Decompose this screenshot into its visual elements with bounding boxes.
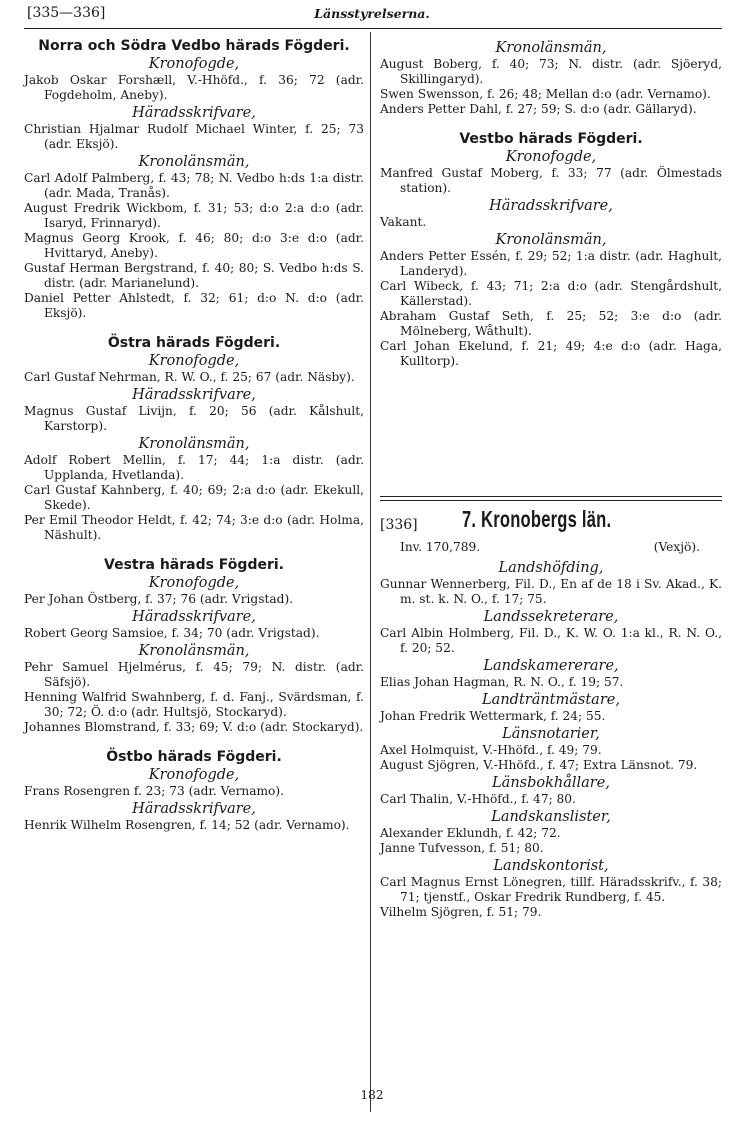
official-entry: Magnus Gustaf Livijn, f. 20; 56 (adr. Kålshult, Karstorp). [24, 404, 364, 433]
official-entry: Frans Rosengren f. 23; 73 (adr. Vernamo). [24, 784, 285, 798]
official-entry: Magnus Georg Krook, f. 46; 80; d:o 3:e d:o (adr. Hvittaryd, Aneby). [24, 231, 364, 260]
role-heading: Kronofogde, [148, 767, 240, 783]
official-entry: Carl Gustaf Nehrman, R. W. O., f. 25; 67 (adr. Näsby). [24, 370, 355, 384]
official-entry: Gunnar Wennerberg, Fil. D., En af de 18 i Sv. Akad., K. m. st. k. N. O., f. 17; 75. [380, 577, 722, 606]
county-seat: (Vexjö). [653, 540, 700, 554]
role-heading: Landträntmästare, [482, 692, 620, 708]
left-column [24, 38, 364, 833]
official-entry: August Fredrik Wickbom, f. 31; 53; d:o 2:a d:o (adr. Isaryd, Frinnaryd). [24, 201, 364, 230]
role-heading: Kronofogde, [148, 575, 240, 591]
right-column-upper [380, 38, 722, 369]
county-inventory: Inv. 170,789. [400, 540, 481, 554]
official-entry: Daniel Petter Ahlstedt, f. 32; 61; d:o N. d:o (adr. Eksjö). [24, 291, 364, 320]
official-entry: Jakob Oskar Forshæll, V.-Hhöfd., f. 36; 72 (adr. Fogdeholm, Aneby). [24, 73, 364, 102]
role-heading: Kronolänsmän, [495, 40, 607, 56]
official-entry: Swen Swensson, f. 26; 48; Mellan d:o (adr. Vernamo). [380, 87, 711, 101]
page-header [0, 0, 744, 30]
official-entry: Anders Petter Dahl, f. 27; 59; S. d:o (adr. Gällaryd). [380, 102, 697, 116]
official-entry: Carl Wibeck, f. 43; 71; 2:a d:o (adr. Stengårdshult, Källerstad). [380, 279, 722, 308]
role-heading: Landskontorist, [493, 858, 609, 874]
role-heading: Häradsskrifvare, [132, 387, 256, 403]
official-entry: Alexander Eklundh, f. 42; 72. [380, 826, 561, 840]
role-heading: Häradsskrifvare, [132, 609, 256, 625]
role-heading: Kronofogde, [148, 56, 240, 72]
official-entry: Gustaf Herman Bergstrand, f. 40; 80; S. Vedbo h:ds S. distr. (adr. Marianelund). [24, 261, 364, 290]
role-heading: Landshöfding, [498, 560, 604, 576]
section-double-rule [380, 496, 722, 501]
role-heading: Länsnotarier, [502, 726, 600, 742]
district-heading: Vestbo härads Fögderi. [459, 131, 643, 147]
role-heading: Landssekreterare, [483, 609, 619, 625]
official-entry: August Boberg, f. 40; 73; N. distr. (adr. Sjöeryd, Skillingaryd). [380, 57, 722, 86]
role-heading: Landskanslister, [491, 809, 611, 825]
role-heading: Kronolänsmän, [138, 643, 250, 659]
county-title: 7. Kronobergs län. [462, 506, 612, 532]
official-entry: Per Johan Östberg, f. 37; 76 (adr. Vrigstad). [24, 592, 294, 606]
role-heading: Häradsskrifvare, [132, 801, 256, 817]
official-entry: Henrik Wilhelm Rosengren, f. 14; 52 (adr. Vernamo). [24, 818, 350, 832]
county-heading [380, 506, 722, 540]
role-heading: Landskamererare, [483, 658, 619, 674]
role-heading: Kronofogde, [148, 353, 240, 369]
page-number: 182 [360, 1088, 384, 1102]
official-entry: Christian Hjalmar Rudolf Michael Winter, f. 25; 73 (adr. Eksjö). [24, 122, 364, 151]
official-entry: Anders Petter Essén, f. 29; 52; 1:a distr. (adr. Haghult, Landeryd). [380, 249, 722, 278]
page-range: [335—336] [27, 5, 106, 21]
official-entry: Carl Gustaf Kahnberg, f. 40; 69; 2:a d:o (adr. Ekekull, Skede). [24, 483, 364, 512]
role-heading: Häradsskrifvare, [132, 105, 256, 121]
official-entry: August Sjögren, V.-Hhöfd., f. 47; Extra Länsnot. 79. [380, 758, 698, 772]
official-entry: Per Emil Theodor Heldt, f. 42; 74; 3:e d:o (adr. Holma, Näshult). [24, 513, 364, 542]
official-entry: Elias Johan Hagman, R. N. O., f. 19; 57. [380, 675, 624, 689]
official-entry: Carl Johan Ekelund, f. 21; 49; 4:e d:o (adr. Haga, Kulltorp). [380, 339, 722, 368]
role-heading: Kronolänsmän, [495, 232, 607, 248]
header-rule [24, 28, 722, 29]
official-entry: Johannes Blomstrand, f. 33; 69; V. d:o (adr. Stockaryd). [24, 720, 364, 734]
role-heading: Kronolänsmän, [138, 436, 250, 452]
official-entry: Carl Albin Holmberg, Fil. D., K. W. O. 1:a kl., R. N. O., f. 20; 52. [380, 626, 722, 655]
district-heading: Östbo härads Fögderi. [106, 749, 282, 765]
official-entry: Janne Tufvesson, f. 51; 80. [380, 841, 544, 855]
district-heading: Östra härads Fögderi. [107, 335, 281, 351]
official-entry: Henning Walfrid Swahnberg, f. d. Fanj., Svärdsman, f. 30; 72; Ö. d:o (adr. Hultsjö, Stockaryd). [24, 690, 364, 719]
county-officials [380, 559, 722, 920]
official-entry: Carl Thalin, V.-Hhöfd., f. 47; 80. [380, 792, 576, 806]
district-heading: Vestra härads Fögderi. [104, 557, 284, 573]
official-entry: Johan Fredrik Wettermark, f. 24; 55. [380, 709, 606, 723]
county-page-ref: [336] [380, 517, 418, 533]
official-entry: Vilhelm Sjögren, f. 51; 79. [380, 905, 542, 919]
official-entry: Carl Adolf Palmberg, f. 43; 78; N. Vedbo h:ds 1:a distr. (adr. Mada, Tranås). [24, 171, 364, 200]
official-entry: Vakant. [380, 215, 427, 229]
county-inventory-line [400, 540, 722, 558]
official-entry: Carl Magnus Ernst Lönegren, tillf. Häradsskrifv., f. 38; 71; tjenstf., Oskar Fredrik Rundberg, f. 45. [380, 875, 722, 904]
official-entry: Adolf Robert Mellin, f. 17; 44; 1:a distr. (adr. Upplanda, Hvetlanda). [24, 453, 364, 482]
kronoberg-section [380, 506, 722, 920]
running-title: Länsstyrelserna. [314, 6, 430, 21]
official-entry: Robert Georg Samsioe, f. 34; 70 (adr. Vrigstad). [24, 626, 320, 640]
column-divider [370, 32, 371, 1112]
role-heading: Kronolänsmän, [138, 154, 250, 170]
role-heading: Länsbokhållare, [492, 775, 610, 791]
official-entry: Pehr Samuel Hjelmérus, f. 45; 79; N. distr. (adr. Säfsjö). [24, 660, 364, 689]
official-entry: Axel Holmquist, V.-Hhöfd., f. 49; 79. [380, 743, 602, 757]
role-heading: Kronofogde, [505, 149, 597, 165]
district-heading: Norra och Södra Vedbo härads Fögderi. [38, 38, 350, 54]
role-heading: Häradsskrifvare, [489, 198, 613, 214]
official-entry: Manfred Gustaf Moberg, f. 33; 77 (adr. Ölmestads station). [380, 166, 722, 195]
official-entry: Abraham Gustaf Seth, f. 25; 52; 3:e d:o (adr. Mölneberg, Wåthult). [380, 309, 722, 338]
